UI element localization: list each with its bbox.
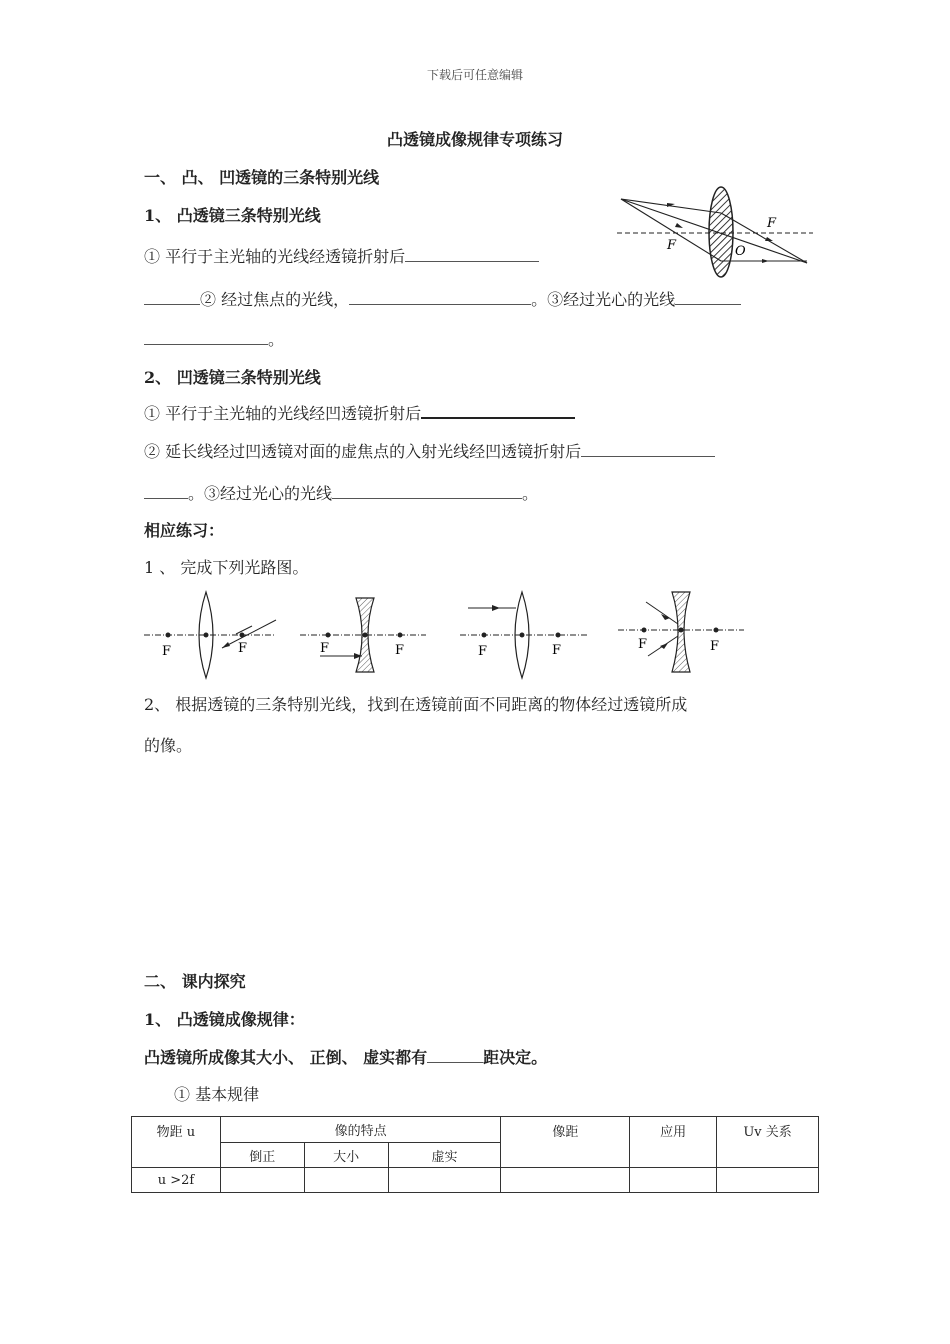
subheader-size: 大小 — [304, 1143, 388, 1168]
arrow-icon — [660, 643, 668, 649]
section1-heading: 一、 凸、 凹透镜的三条特别光线 — [144, 168, 380, 187]
incident-ray — [236, 626, 252, 634]
arrow-icon — [765, 237, 773, 241]
focus-point — [166, 633, 171, 638]
incident-ray — [646, 602, 678, 624]
arrow-icon — [675, 223, 683, 228]
cell-real-virtual[interactable] — [388, 1168, 501, 1193]
table-row — [132, 1168, 819, 1193]
arrow-icon — [762, 259, 769, 263]
convex-line2b-text: 。③经过光心的光线 — [531, 290, 676, 309]
exercise-2-concave — [300, 598, 426, 672]
f-label: F — [395, 643, 405, 658]
focus-point — [714, 628, 719, 633]
practice-heading: 相应练习： — [144, 521, 225, 540]
cell-image-distance[interactable] — [501, 1168, 630, 1193]
concave-line1-text: ① 平行于主光轴的光线经凹透镜折射后 — [144, 404, 422, 423]
cell-uv-relation[interactable] — [717, 1168, 819, 1193]
concave-line1 — [144, 401, 575, 424]
diagram-label-f-right: F — [767, 216, 777, 231]
answer-blank[interactable] — [405, 247, 539, 262]
answer-blank[interactable] — [144, 330, 268, 345]
cell-application[interactable] — [630, 1168, 717, 1193]
cell-orientation[interactable] — [220, 1168, 304, 1193]
convex-line2-text: ② 经过焦点的光线， — [200, 290, 350, 309]
cell-object-distance: u >2f — [132, 1168, 221, 1193]
concave-line2-text: ② 延长线经过凹透镜对面的虚焦点的入射光线经凹透镜折射后 — [144, 442, 582, 461]
answer-blank[interactable] — [675, 290, 741, 305]
f-label: F — [238, 641, 248, 656]
f-label: F — [552, 643, 562, 658]
convex-line1 — [144, 244, 539, 267]
exercise-1-convex — [144, 592, 276, 678]
optical-center-point — [204, 633, 209, 638]
basic-rules-label: ① 基本规律 — [174, 1085, 260, 1104]
concave-line3 — [144, 481, 538, 504]
header-image-distance: 像距 — [501, 1117, 630, 1168]
statement-text-a: 凸透镜所成像其大小、 正倒、 虚实都有 — [144, 1048, 428, 1067]
answer-blank[interactable] — [144, 290, 200, 305]
section2-heading: 二、 课内探究 — [144, 972, 246, 991]
answer-blank[interactable] — [427, 1048, 483, 1063]
concave-heading: 2、 凹透镜三条特别光线 — [144, 368, 321, 387]
focus-point — [556, 633, 561, 638]
incident-ray — [222, 620, 276, 648]
f-label: F — [638, 637, 648, 652]
page-title: 凸透镜成像规律专项练习 — [386, 130, 563, 149]
convex-end: 。 — [268, 330, 285, 349]
table-row — [132, 1117, 819, 1143]
answer-blank[interactable] — [332, 484, 522, 499]
f-label: F — [710, 639, 720, 654]
diagram-label-o: O — [735, 244, 746, 259]
optical-center-point — [520, 633, 525, 638]
optical-center-point — [363, 633, 368, 638]
arrow-icon — [492, 605, 500, 611]
focus-point — [326, 633, 331, 638]
practice-q1: 1 、 完成下列光路图。 — [144, 558, 309, 577]
concave-line2 — [144, 439, 715, 462]
convex-line1-text: ① 平行于主光轴的光线经透镜折射后 — [144, 247, 406, 266]
concave-line3-text: 。③经过光心的光线 — [188, 484, 333, 503]
answer-blank[interactable] — [144, 484, 188, 499]
exercise-4-concave — [618, 592, 744, 672]
focus-point — [642, 628, 647, 633]
convex-line2 — [144, 287, 741, 310]
section2-statement — [144, 1045, 547, 1068]
watermark: 下载后可任意编辑 — [426, 68, 523, 82]
convex-lens-shape — [709, 187, 733, 277]
subheader-orientation: 倒正 — [220, 1143, 304, 1168]
header-object-distance: 物距 u — [132, 1117, 221, 1168]
f-label: F — [162, 644, 172, 659]
focus-point — [482, 633, 487, 638]
diagram-label-f-left: F — [667, 238, 677, 253]
practice-q2-line2: 的像。 — [144, 736, 193, 755]
convex-heading: 1、 凸透镜三条特别光线 — [144, 206, 321, 225]
header-uv-relation: Uv 关系 — [717, 1117, 819, 1168]
convex-lens-diagram — [617, 183, 813, 279]
header-image-features: 像的特点 — [220, 1117, 501, 1143]
f-label: F — [478, 644, 488, 659]
ray-parallel-in — [621, 199, 721, 213]
practice-q2-line1: 2、 根据透镜的三条特别光线，找到在透镜前面不同距离的物体经过透镜所成 — [144, 695, 688, 714]
arrow-icon — [222, 642, 230, 648]
answer-blank[interactable] — [581, 442, 715, 457]
answer-blank[interactable] — [349, 290, 531, 305]
answer-blank[interactable] — [421, 403, 575, 419]
exercise-3-convex — [460, 592, 588, 678]
f-label: F — [320, 641, 330, 656]
focus-point — [398, 633, 403, 638]
statement-text-b: 距决定。 — [483, 1048, 548, 1067]
exercise-diagrams — [140, 588, 750, 680]
concave-end: 。 — [522, 484, 539, 503]
convex-line3 — [144, 327, 284, 350]
subheader-real-virtual: 虚实 — [388, 1143, 501, 1168]
optical-center-point — [679, 628, 684, 633]
header-application: 应用 — [630, 1117, 717, 1168]
cell-size[interactable] — [304, 1168, 388, 1193]
section2-sub1: 1、 凸透镜成像规律： — [144, 1010, 305, 1029]
imaging-rules-table — [131, 1116, 819, 1193]
